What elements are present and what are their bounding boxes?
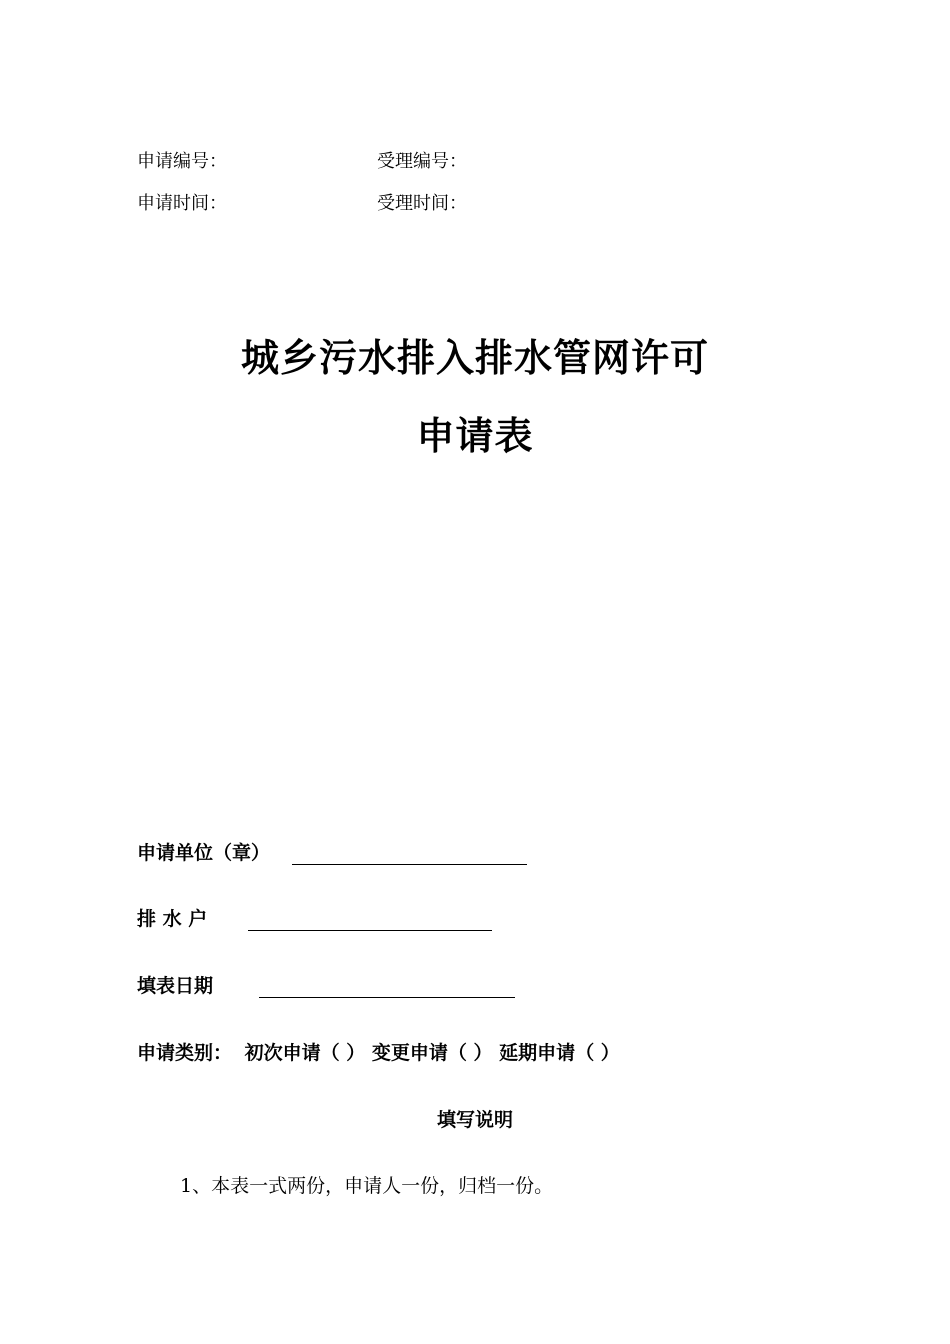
category-option-extension-checkbox[interactable]: （ ）	[575, 1042, 620, 1064]
fill-date-label: 填表日期	[137, 975, 214, 997]
category-option-change[interactable]	[372, 1040, 493, 1066]
application-number-label: 申请编号：	[137, 151, 227, 172]
instruction-item-1: 1、本表一式两份，申请人一份，归档一份。	[180, 1175, 554, 1197]
fill-date-field	[137, 973, 213, 999]
category-option-change-label: 变更申请	[371, 1042, 448, 1064]
acceptance-time-label: 受理时间：	[377, 193, 467, 214]
application-category-label: 申请类别：	[137, 1042, 233, 1064]
form-title-line2: 申请表	[416, 414, 534, 458]
drainage-household-blank[interactable]	[248, 906, 492, 931]
acceptance-number-label: 受理编号：	[377, 151, 467, 172]
application-number-row	[137, 150, 467, 174]
application-time-label: 申请时间：	[137, 193, 227, 214]
application-time-row	[137, 192, 467, 216]
drainage-household-label: 排 水 户	[137, 908, 208, 930]
category-option-initial[interactable]	[245, 1040, 366, 1066]
applicant-unit-label: 申请单位（章）	[137, 842, 271, 864]
applicant-unit-field	[137, 840, 270, 866]
instructions-heading: 填写说明	[436, 1109, 513, 1131]
application-category-field	[137, 1040, 620, 1066]
category-option-extension[interactable]	[499, 1040, 620, 1066]
form-title-line1: 城乡污水排入排水管网许可	[240, 336, 709, 380]
fill-date-blank[interactable]	[259, 973, 515, 998]
applicant-unit-blank[interactable]	[292, 840, 527, 865]
category-option-initial-label: 初次申请	[244, 1042, 321, 1064]
category-option-initial-checkbox[interactable]: （ ）	[320, 1042, 366, 1064]
drainage-household-field	[137, 906, 207, 932]
category-option-change-checkbox[interactable]: （ ）	[447, 1042, 493, 1064]
category-option-extension-label: 延期申请	[499, 1042, 576, 1064]
